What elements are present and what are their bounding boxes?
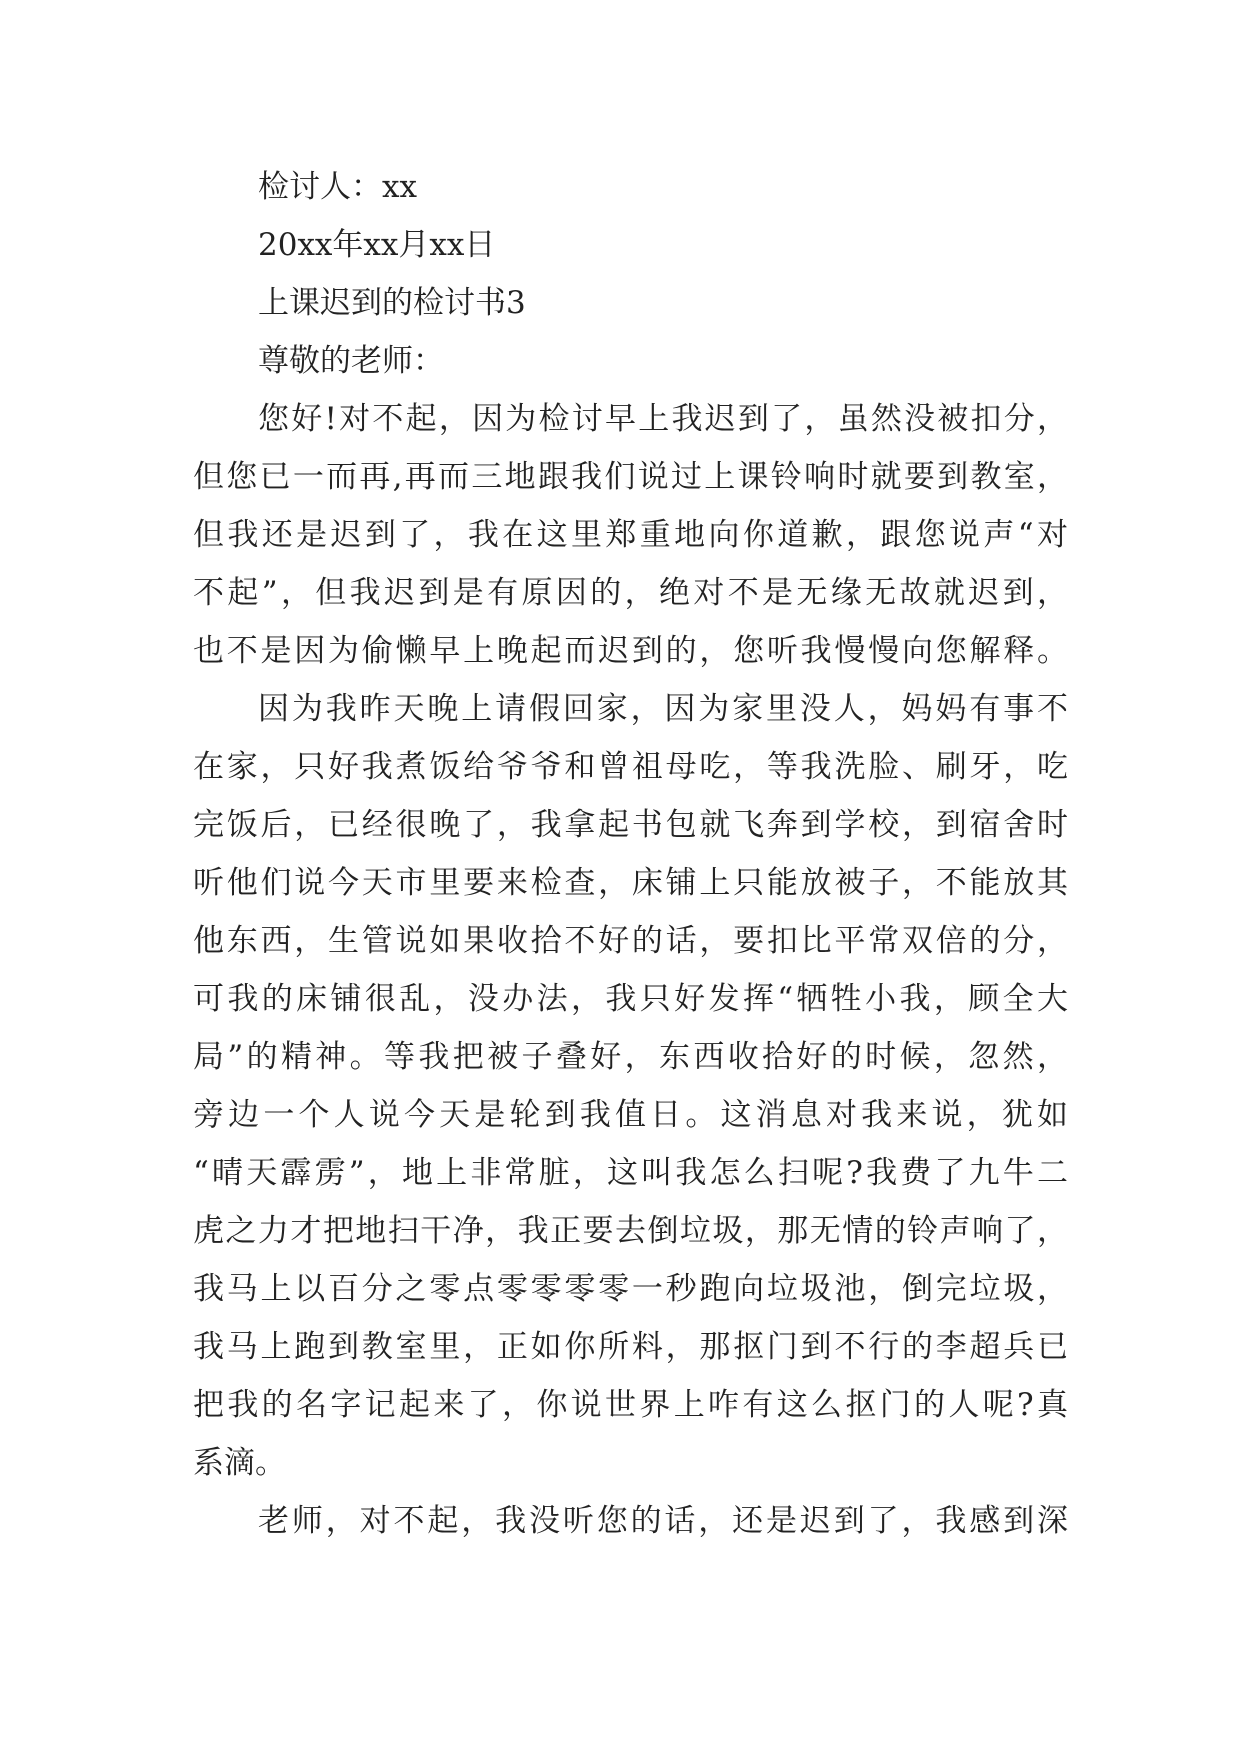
paragraph-1-line-2: 但您已一而再,再而三地跟我们说过上课铃响时就要到教室， [193, 459, 1068, 495]
section-title: 上课迟到的检讨书3 [258, 285, 526, 321]
paragraph-2-line-3: 完饭后，已经很晚了，我拿起书包就飞奔到学校，到宿舍时 [193, 807, 1068, 843]
paragraph-2-line-8: 旁边一个人说今天是轮到我值日。这消息对我来说，犹如 [193, 1097, 1068, 1133]
paragraph-3-line-1: 老师，对不起，我没听您的话，还是迟到了，我感到深 [258, 1503, 1068, 1539]
paragraph-2-line-14: 系滴。 [193, 1445, 286, 1481]
reviewer-line: 检讨人：xx [258, 169, 417, 205]
paragraph-2-line-10: 虎之力才把地扫干净，我正要去倒垃圾，那无情的铃声响了， [193, 1213, 1068, 1249]
salutation: 尊敬的老师： [258, 343, 444, 379]
paragraph-1-line-1: 您好!对不起，因为检讨早上我迟到了，虽然没被扣分， [258, 401, 1068, 437]
paragraph-2-line-6: 可我的床铺很乱，没办法，我只好发挥“牺牲小我，顾全大 [193, 981, 1068, 1017]
paragraph-2-line-9: “晴天霹雳”，地上非常脏，这叫我怎么扫呢?我费了九牛二 [193, 1155, 1068, 1191]
paragraph-2-line-12: 我马上跑到教室里，正如你所料，那抠门到不行的李超兵已 [193, 1329, 1068, 1365]
paragraph-1-line-4: 不起”，但我迟到是有原因的，绝对不是无缘无故就迟到， [193, 575, 1068, 611]
paragraph-2-line-13: 把我的名字记起来了，你说世界上咋有这么抠门的人呢?真 [193, 1387, 1068, 1423]
paragraph-2-line-11: 我马上以百分之零点零零零零一秒跑向垃圾池，倒完垃圾， [193, 1271, 1068, 1307]
paragraph-1-line-5: 也不是因为偷懒早上晚起而迟到的，您听我慢慢向您解释。 [193, 633, 1068, 669]
date-line: 20xx年xx月xx日 [258, 227, 496, 263]
paragraph-2-line-7: 局”的精神。等我把被子叠好，东西收拾好的时候，忽然， [193, 1039, 1068, 1075]
paragraph-2-line-1: 因为我昨天晚上请假回家，因为家里没人，妈妈有事不 [258, 691, 1068, 727]
paragraph-2-line-4: 听他们说今天市里要来检查，床铺上只能放被子，不能放其 [193, 865, 1068, 901]
paragraph-2-line-2: 在家，只好我煮饭给爷爷和曾祖母吃，等我洗脸、刷牙，吃 [193, 749, 1068, 785]
paragraph-2-line-5: 他东西，生管说如果收拾不好的话，要扣比平常双倍的分， [193, 923, 1068, 959]
paragraph-1-line-3: 但我还是迟到了，我在这里郑重地向你道歉，跟您说声“对 [193, 517, 1068, 553]
